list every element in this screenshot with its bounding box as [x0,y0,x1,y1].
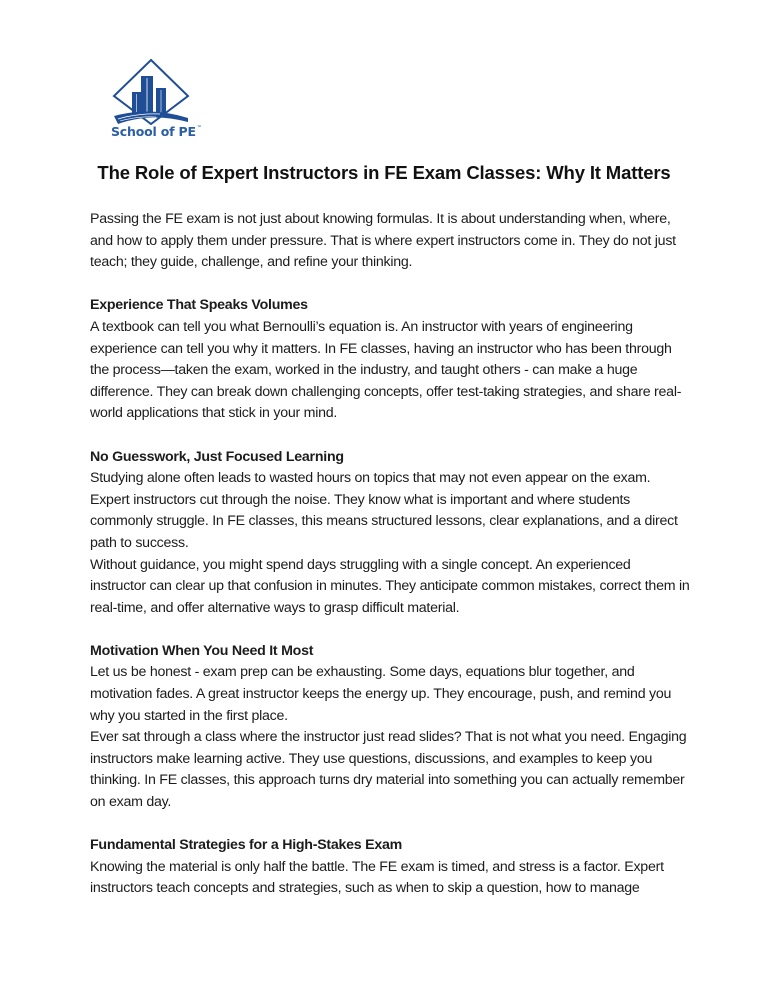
section-heading: Fundamental Strategies for a High-Stakes Exam [90,837,403,854]
school-of-pe-logo [108,58,202,148]
intro-paragraph: Passing the FE exam is not just about knowing formulas. It is about understanding when, where, and how to apply them under pressure. That is where expert instructors come in. They do not just teach; they guide, challenge, and refine your thinking. [90,211,676,271]
document-title: The Role of Expert Instructors in FE Exam Classes: Why It Matters [97,162,671,183]
section-paragraph: Ever sat through a class where the instructor just read slides? That is not what you need. Engaging instructors make learning active. They use questions, discussions, and examples to keep you thinking. In FE classes, this approach turns dry material into something you can actually remember on exam day. [90,729,687,811]
document-body [90,209,690,900]
spacer [90,814,690,836]
spacer [90,274,690,296]
spacer [90,619,690,641]
section-paragraph: Let us be honest - exam prep can be exhausting. Some days, equations blur together, and motivation fades. A great instructor keeps the energy up. They encourage, push, and remind you why you started in the first place. [90,664,672,724]
section-paragraph: Without guidance, you might spend days struggling with a single concept. An experienced instructor can clear up that confusion in minutes. They anticipate common mistakes, correct them in real-time, and offer alternative ways to grasp difficult material. [90,556,690,616]
brand-name: School of PE [111,124,196,139]
section-paragraph: Studying alone often leads to wasted hours on topics that may not even appear on the exam. Expert instructors cut through the noise. They know what is important and where students commonly struggle. In FE classes, this means structured lessons, clear explanations, and a direct path to success. [90,470,678,551]
logo-brand-text [111,124,202,139]
section-paragraph: Knowing the material is only half the battle. The FE exam is timed, and stress is a factor. Expert instructors teach concepts and strategies, such as when to skip a question, how to manage [90,858,664,897]
section-heading: No Guesswork, Just Focused Learning [90,448,344,465]
section-paragraph: A textbook can tell you what Bernoulli’s equation is. An instructor with years of engineering experience can tell you why it matters. In FE classes, having an instructor who has been through the process—taken the exam, worked in the industry, and taught others - can make a huge difference. They can break down challenging concepts, offer test-taking strategies, and share real-world applications that stick in your mind. [90,318,682,422]
section-heading: Experience That Speaks Volumes [90,297,308,314]
trademark-symbol: ™ [196,125,202,131]
building-diamond-logo-icon [108,58,194,128]
spacer [90,425,690,447]
section-heading: Motivation When You Need It Most [90,642,314,659]
